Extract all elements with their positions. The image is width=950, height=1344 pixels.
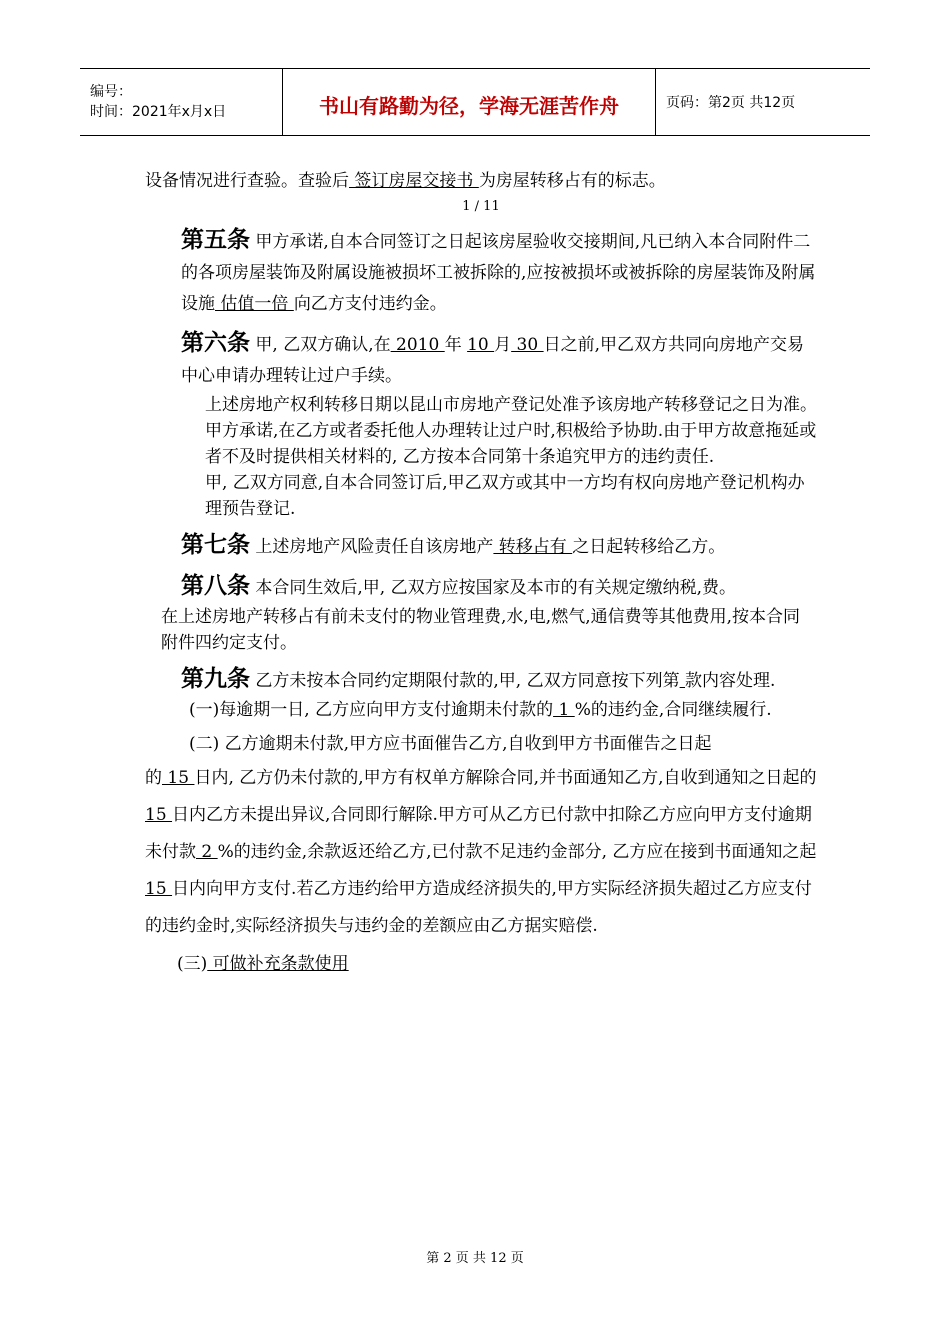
paragraph-intro xyxy=(145,166,817,197)
header-meta xyxy=(80,69,282,135)
text: 向乙方支付违约金。 xyxy=(293,294,447,314)
underlined-field: 2 xyxy=(196,842,218,862)
text: (三) xyxy=(177,954,208,974)
underlined-day: 30 xyxy=(511,335,544,355)
article-9 xyxy=(145,664,817,697)
text: 甲方承诺,自本合同签订之日起该房屋验收交接期间,凡已纳入本合同附件二的各项房屋装饰及附属设施被损坏工被拆除的,应按被损坏或被拆除的房屋装饰及附属设施 xyxy=(181,232,816,314)
text: 乙方未按本合同约定期限付款的,甲, 乙双方同意按下列第 xyxy=(250,671,680,691)
article-5-title: 第五条 xyxy=(181,227,250,253)
underlined-month: 10 xyxy=(467,335,495,355)
text: 月 xyxy=(494,335,512,355)
text: 之日起转移给乙方。 xyxy=(572,537,726,557)
page-header xyxy=(80,68,870,136)
text: 日之前,甲乙双方共同向房地产交易中心申请办理转让过户手续。 xyxy=(181,335,805,386)
page-footer: 第 2 页 共 12 页 xyxy=(426,1251,524,1266)
article-7 xyxy=(145,530,817,563)
article-6-paragraph-3: 甲方承诺,在乙方或者委托他人办理转让过户时,积极给予协助.由于甲方故意拖延或者不及时提供相关材料的, 乙方按本合同第十条追究甲方的违约责任. xyxy=(205,421,817,467)
text: 日内, 乙方仍未付款的,甲方有权单方解除合同,并书面通知乙方,自收到通知之日起的 xyxy=(194,768,817,788)
article-6-title: 第六条 xyxy=(181,330,250,356)
text: (一)每逾期一日, 乙方应向甲方支付逾期未付款的 xyxy=(189,700,554,720)
underlined-field: 15 xyxy=(162,768,195,788)
text: %的违约金,余款返还给乙方,已付款不足违约金部分, 乙方应在接到书面通知之起 xyxy=(217,842,817,862)
text: 日内向甲方支付.若乙方违约给甲方造成经济损失的,甲方实际经济损失超过乙方应支付的违约金时,实际经济损失与违约金的差额应由乙方据实赔偿. xyxy=(145,879,812,936)
article-6-paragraph-4: 甲, 乙双方同意,自本合同签订后,甲乙双方或其中一方均有权向房地产登记机构办理预告登记. xyxy=(205,473,805,519)
text: 款内容处理. xyxy=(685,671,776,691)
document-time: 时间：2021年x月x日 xyxy=(90,104,227,120)
underlined-field: 估值一倍 xyxy=(215,294,294,314)
document-body xyxy=(145,166,817,980)
article-5 xyxy=(145,225,817,320)
text: 的 xyxy=(145,768,162,788)
underlined-field: 15 xyxy=(145,805,173,825)
text: %的违约金,合同继续履行. xyxy=(574,700,772,720)
article-6 xyxy=(145,328,817,392)
text: 为房屋转移占有的标志。 xyxy=(478,171,666,191)
article-9-item-1 xyxy=(145,697,817,723)
header-motto: 书山有路勤为径，学海无涯苦作舟 xyxy=(282,69,656,135)
article-8 xyxy=(145,571,817,604)
text: 上述房地产风险责任自该房地产 xyxy=(250,537,494,557)
underlined-field: 转移占有 xyxy=(493,537,573,557)
text: 日内乙方未提出异议,合同即行解除.甲方可从乙方已付款中扣除乙方应向甲方支付逾期未付款 xyxy=(145,805,812,862)
article-7-title: 第七条 xyxy=(181,532,250,558)
underlined-year: 2010 xyxy=(390,335,445,355)
header-page-info: 页码：第2页 共12页 xyxy=(666,95,796,111)
text: 设备情况进行查验。查验后 xyxy=(145,171,349,191)
text: 年 xyxy=(444,335,468,355)
underlined-field: 可做补充条款使用 xyxy=(207,954,349,974)
text: 本合同生效后,甲, 乙双方应按国家及本市的有关规定缴纳税,费。 xyxy=(250,578,737,598)
underlined-field: 1 xyxy=(553,700,575,720)
article-8-title: 第八条 xyxy=(181,573,250,599)
article-9-title: 第九条 xyxy=(181,666,250,692)
article-9-item-3 xyxy=(145,949,817,980)
document-number-label: 编号： xyxy=(90,84,132,100)
article-8-paragraph-2: 在上述房地产转移占有前未支付的物业管理费,水,电,燃气,通信费等其他费用,按本合同附件四约定支付。 xyxy=(161,607,801,653)
article-9-item-2 xyxy=(145,760,817,945)
article-6-paragraph-2: 上述房地产权利转移日期以昆山市房地产登记处准予该房地产转移登记之日为准。 xyxy=(205,395,817,415)
text: 甲, 乙双方确认,在 xyxy=(250,335,391,355)
page-marker: 1 / 11 xyxy=(462,199,500,214)
article-9-item-2-lead: (二) 乙方逾期未付款,甲方应书面催告乙方,自收到甲方书面催告之日起 xyxy=(189,734,712,754)
underlined-field: 签订房屋交接书 xyxy=(349,171,479,191)
underlined-field: 15 xyxy=(145,879,173,899)
